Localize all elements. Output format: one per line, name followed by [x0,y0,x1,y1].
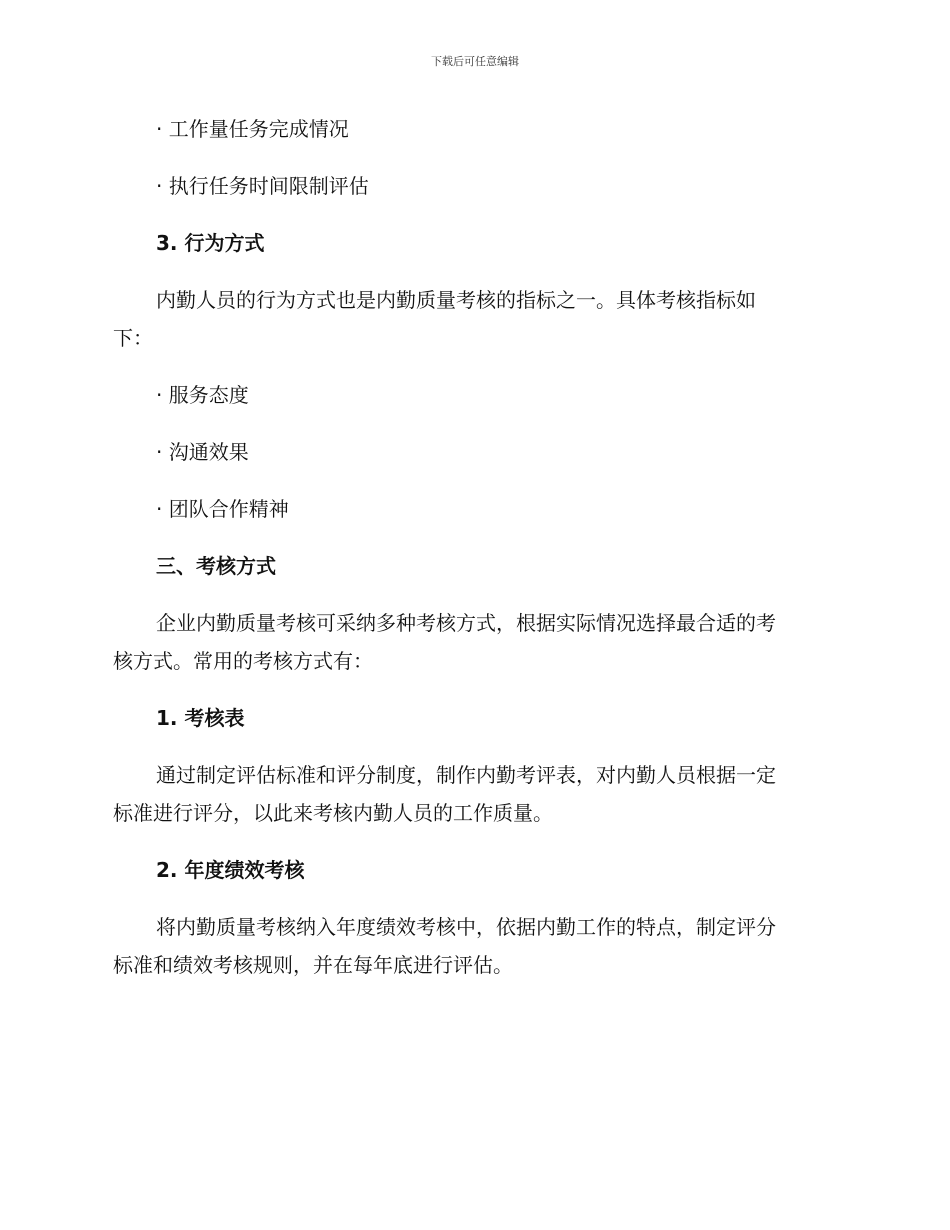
paragraph-methods [113,604,833,680]
paragraph-line: 内勤人员的行为方式也是内勤质量考核的指标之一。具体考核指标如 [156,288,756,312]
paragraph-line: 标准和绩效考核规则，并在每年底进行评估。 [113,953,513,977]
document-body [113,110,833,984]
bullet-workload-completion: · 工作量任务完成情况 [156,117,349,141]
bullet-time-limit-assessment: · 执行任务时间限制评估 [156,174,369,198]
section-heading-behavior: 3. 行为方式 [156,231,265,255]
paragraph-line: 通过制定评估标准和评分制度，制作内勤考评表，对内勤人员根据一定 [156,763,776,787]
paragraph-line: 核方式。常用的考核方式有： [113,649,373,673]
paragraph-line: 下： [113,326,153,350]
paragraph-assessment-form [113,756,833,832]
paragraph-line: 将内勤质量考核纳入年度绩效考核中，依据内勤工作的特点，制定评分 [156,915,776,939]
subheading-annual-performance: 2. 年度绩效考核 [156,858,305,882]
bullet-teamwork: · 团队合作精神 [156,497,289,521]
subheading-assessment-form: 1. 考核表 [156,706,245,730]
bullet-communication: · 沟通效果 [156,440,249,464]
section-heading-methods: 三、考核方式 [156,554,276,578]
bullet-service-attitude: · 服务态度 [156,383,249,407]
paragraph-line: 标准进行评分，以此来考核内勤人员的工作质量。 [113,801,553,825]
paragraph-line: 企业内勤质量考核可采纳多种考核方式，根据实际情况选择最合适的考 [156,611,776,635]
page-header: 下载后可任意编辑 [431,55,519,68]
paragraph-annual-performance [113,908,833,984]
paragraph-behavior [113,281,833,357]
